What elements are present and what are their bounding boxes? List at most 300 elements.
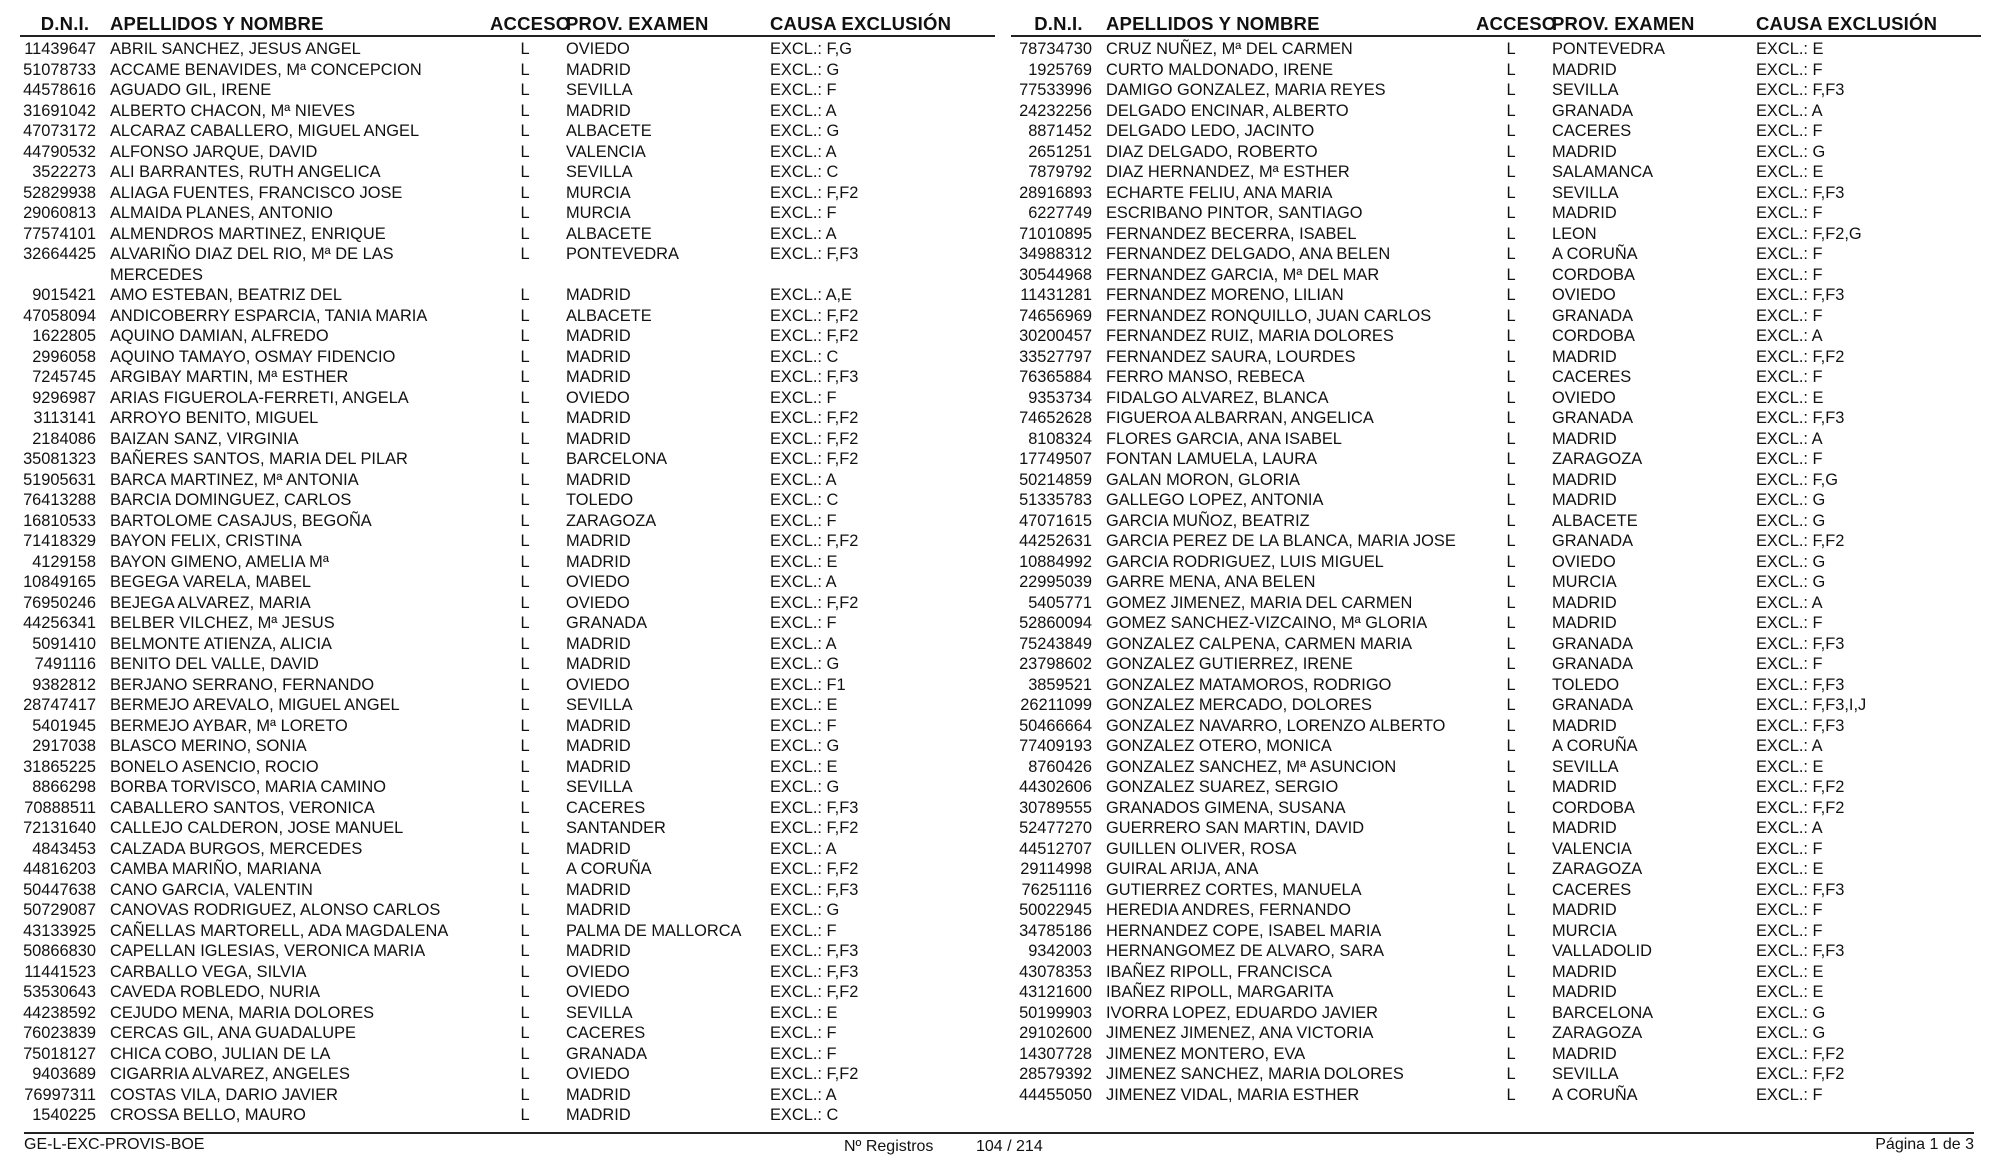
table-row	[20, 900, 995, 921]
cell-causa: EXCL.: G	[770, 655, 840, 673]
cell-prov: CACERES	[566, 1024, 646, 1042]
cell-acceso: L	[1506, 921, 1516, 940]
table-row	[1011, 982, 1981, 1003]
cell-dni: 50199903	[1019, 1003, 1092, 1022]
cell-acceso: L	[520, 470, 530, 489]
table-row	[1011, 162, 1981, 183]
cell-causa: EXCL.: G	[1756, 1024, 1826, 1042]
cell-nombre: GONZALEZ MATAMOROS, RODRIGO	[1106, 675, 1392, 694]
cell-prov: CACERES	[1552, 368, 1632, 386]
cell-dni: 23798602	[1019, 655, 1092, 673]
cell-dni: 5405771	[1028, 593, 1092, 612]
cell-acceso: L	[520, 286, 530, 304]
cell-causa: EXCL.: F	[1756, 60, 1823, 79]
table-row	[20, 1085, 995, 1106]
cell-prov: OVIEDO	[566, 983, 630, 1001]
cell-dni: 14307728	[1019, 1044, 1092, 1063]
left-rows	[20, 39, 995, 1126]
table-row	[1011, 859, 1981, 880]
cell-causa: EXCL.: A	[770, 839, 837, 858]
cell-prov: GRANADA	[1552, 532, 1634, 550]
cell-prov: ZARAGOZA	[1552, 1024, 1643, 1042]
cell-nombre: ARROYO BENITO, MIGUEL	[110, 409, 319, 427]
cell-nombre: DIAZ DELGADO, ROBERTO	[1106, 142, 1318, 161]
table-row	[1011, 470, 1981, 491]
cell-nombre: CERCAS GIL, ANA GUADALUPE	[110, 1024, 356, 1042]
table-row	[20, 470, 995, 491]
table-row	[20, 798, 995, 819]
cell-acceso: L	[520, 1003, 530, 1022]
cell-acceso: L	[520, 306, 530, 325]
cell-prov: SEVILLA	[1552, 757, 1619, 776]
cell-prov: CORDOBA	[1552, 798, 1635, 817]
cell-causa: EXCL.: F,F3	[770, 962, 859, 981]
cell-nombre: BARCA MARTINEZ, Mª ANTONIA	[110, 470, 359, 489]
cell-nombre: CROSSA BELLO, MAURO	[110, 1106, 306, 1124]
cell-dni: 16810533	[23, 511, 96, 530]
cell-causa: EXCL.: F	[1756, 655, 1823, 673]
cell-acceso: L	[1506, 552, 1516, 571]
cell-causa: EXCL.: F	[1756, 921, 1823, 940]
cell-prov: VALLADOLID	[1552, 942, 1652, 960]
table-row	[1011, 244, 1981, 265]
cell-nombre: CHICA COBO, JULIAN DE LA	[110, 1044, 331, 1063]
cell-nombre: ABRIL SANCHEZ, JESUS ANGEL	[110, 40, 361, 58]
cell-nombre: ALI BARRANTES, RUTH ANGELICA	[110, 163, 381, 181]
table-row	[1011, 941, 1981, 962]
table-row	[20, 367, 995, 388]
cell-nombre: FERNANDEZ MORENO, LILIAN	[1106, 286, 1344, 304]
table-row	[20, 695, 995, 716]
cell-dni: 32664425	[23, 245, 96, 263]
footer-registros-value: 104 / 214	[976, 1138, 1043, 1155]
cell-dni: 44578616	[23, 81, 96, 99]
cell-causa: EXCL.: F,F2	[770, 983, 859, 1001]
cell-acceso: L	[520, 142, 530, 161]
cell-prov: CACERES	[566, 798, 646, 817]
cell-prov: GRANADA	[1552, 409, 1634, 427]
cell-dni: 76950246	[23, 593, 96, 612]
table-row	[20, 675, 995, 696]
cell-nombre: GUIRAL ARIJA, ANA	[1106, 860, 1259, 878]
cell-dni: 9342003	[1028, 942, 1092, 960]
cell-causa: EXCL.: F	[770, 388, 837, 407]
table-row	[1011, 39, 1981, 60]
cell-causa: EXCL.: C	[770, 491, 839, 509]
table-row	[1011, 203, 1981, 224]
cell-acceso: L	[520, 40, 530, 58]
cell-prov: MADRID	[1552, 778, 1617, 796]
table-row	[1011, 962, 1981, 983]
cell-dni: 1925769	[1028, 60, 1092, 79]
cell-acceso: L	[520, 122, 530, 140]
cell-acceso: L	[1506, 901, 1516, 919]
table-row	[1011, 839, 1981, 860]
header-nombre: APELLIDOS Y NOMBRE	[110, 13, 324, 34]
cell-dni: 29102600	[1019, 1024, 1092, 1042]
cell-dni: 77409193	[1019, 737, 1092, 755]
cell-causa: EXCL.: G	[770, 778, 840, 796]
cell-causa: EXCL.: A	[1756, 429, 1823, 448]
left-column	[20, 10, 995, 1126]
cell-nombre: ALFONSO JARQUE, DAVID	[110, 142, 318, 161]
cell-causa: EXCL.: A	[770, 224, 837, 243]
cell-dni: 47058094	[23, 306, 96, 325]
cell-acceso: L	[520, 634, 530, 653]
cell-acceso: L	[1506, 757, 1516, 776]
cell-prov: SALAMANCA	[1552, 163, 1654, 181]
cell-dni: 50466664	[1019, 716, 1092, 735]
header-dni: D.N.I.	[40, 13, 90, 34]
cell-nombre: GONZALEZ SUAREZ, SERGIO	[1106, 778, 1339, 796]
cell-acceso: L	[1506, 327, 1516, 345]
table-row	[1011, 531, 1981, 552]
cell-nombre: CARBALLO VEGA, SILVIA	[110, 962, 307, 981]
cell-causa: EXCL.: F,F3	[1756, 675, 1845, 694]
cell-prov: MADRID	[1552, 614, 1617, 632]
cell-dni: 3522273	[32, 163, 96, 181]
cell-acceso: L	[1506, 470, 1516, 489]
cell-prov: OVIEDO	[566, 962, 630, 981]
cell-causa: EXCL.: F,F2	[770, 450, 859, 468]
cell-acceso: L	[1506, 245, 1516, 263]
cell-nombre: CABALLERO SANTOS, VERONICA	[110, 798, 375, 817]
cell-causa: EXCL.: A	[1756, 737, 1823, 755]
cell-prov: MADRID	[566, 409, 631, 427]
cell-prov: OVIEDO	[1552, 388, 1616, 407]
cell-nombre: BAYON FELIX, CRISTINA	[110, 532, 302, 550]
cell-dni: 33527797	[1019, 347, 1092, 366]
cell-dni: 74656969	[1019, 306, 1092, 325]
cell-dni: 2917038	[32, 737, 96, 755]
table-row	[20, 982, 995, 1003]
cell-acceso: L	[1506, 265, 1516, 284]
cell-acceso: L	[1506, 819, 1516, 837]
cell-nombre: BERMEJO AYBAR, Mª LORETO	[110, 716, 348, 735]
cell-dni: 6227749	[1028, 204, 1092, 222]
cell-dni: 44302606	[1019, 778, 1092, 796]
table-row	[20, 511, 995, 532]
header-prov: PROV. EXAMEN	[1552, 13, 1695, 34]
cell-nombre: BLASCO MERINO, SONIA	[110, 737, 307, 755]
cell-prov: MADRID	[566, 737, 631, 755]
cell-prov: GRANADA	[566, 1044, 648, 1063]
cell-nombre: AGUADO GIL, IRENE	[110, 81, 272, 99]
table-row	[1011, 1085, 1981, 1106]
cell-prov: SEVILLA	[1552, 183, 1619, 202]
cell-causa: EXCL.: F,F3	[1756, 634, 1845, 653]
table-row	[20, 634, 995, 655]
cell-nombre: CANOVAS RODRIGUEZ, ALONSO CARLOS	[110, 901, 441, 919]
cell-dni: 5401945	[32, 716, 96, 735]
cell-causa: EXCL.: F	[1756, 204, 1823, 222]
table-row	[1011, 880, 1981, 901]
cell-nombre: DELGADO LEDO, JACINTO	[1106, 122, 1315, 140]
cell-dni: 43133925	[23, 921, 96, 940]
cell-prov: VALENCIA	[1552, 839, 1632, 858]
cell-prov: ZARAGOZA	[1552, 450, 1643, 468]
cell-acceso: L	[1506, 347, 1516, 366]
cell-prov: ALBACETE	[566, 306, 652, 325]
cell-acceso: L	[520, 368, 530, 386]
cell-acceso: L	[520, 880, 530, 899]
cell-causa: EXCL.: F	[770, 204, 837, 222]
cell-prov: MADRID	[566, 552, 631, 571]
table-row	[1011, 449, 1981, 470]
table-row	[1011, 757, 1981, 778]
cell-prov: MADRID	[566, 634, 631, 653]
cell-dni: 24232256	[1019, 101, 1092, 120]
cell-dni: 44790532	[23, 142, 96, 161]
cell-causa: EXCL.: F,F3	[770, 245, 859, 263]
cell-acceso: L	[520, 204, 530, 222]
cell-causa: EXCL.: F	[770, 511, 837, 530]
cell-acceso: L	[520, 1024, 530, 1042]
header-acceso: ACCESO	[490, 13, 571, 34]
cell-dni: 77574101	[23, 224, 96, 243]
table-row	[20, 921, 995, 942]
cell-prov: MADRID	[566, 1106, 631, 1124]
cell-prov: MADRID	[1552, 819, 1617, 837]
cell-dni: 31865225	[23, 757, 96, 776]
cell-acceso: L	[1506, 163, 1516, 181]
table-row	[20, 449, 995, 470]
cell-prov: CORDOBA	[1552, 265, 1635, 284]
cell-prov: PONTEVEDRA	[566, 245, 679, 263]
cell-causa: EXCL.: F,F2	[770, 409, 859, 427]
cell-acceso: L	[1506, 1065, 1516, 1083]
cell-prov: ZARAGOZA	[1552, 860, 1643, 878]
cell-nombre: ALVARIÑO DIAZ DEL RIO, Mª DE LAS MERCEDES	[110, 245, 394, 284]
cell-dni: 78734730	[1019, 40, 1092, 58]
table-row	[20, 716, 995, 737]
header-causa: CAUSA EXCLUSIÓN	[770, 13, 952, 34]
cell-nombre: GONZALEZ CALPENA, CARMEN MARIA	[1106, 634, 1413, 653]
cell-dni: 17749507	[1019, 450, 1092, 468]
cell-nombre: ACCAME BENAVIDES, Mª CONCEPCION	[110, 60, 422, 79]
table-row	[20, 39, 995, 60]
cell-acceso: L	[520, 942, 530, 960]
cell-dni: 76997311	[24, 1085, 96, 1104]
cell-nombre: GUERRERO SAN MARTIN, DAVID	[1106, 819, 1365, 837]
cell-causa: EXCL.: F	[770, 716, 837, 735]
table-row	[20, 142, 995, 163]
cell-causa: EXCL.: F	[770, 614, 837, 632]
cell-prov: SEVILLA	[566, 778, 633, 796]
cell-causa: EXCL.: F,F3	[1756, 81, 1845, 99]
cell-acceso: L	[1506, 60, 1516, 79]
cell-acceso: L	[1506, 1044, 1516, 1063]
cell-nombre: GUTIERREZ CORTES, MANUELA	[1106, 880, 1362, 899]
cell-acceso: L	[520, 491, 530, 509]
cell-causa: EXCL.: C	[770, 347, 839, 366]
cell-dni: 8871452	[1028, 122, 1092, 140]
table-row	[20, 306, 995, 327]
cell-nombre: BONELO ASENCIO, ROCIO	[110, 757, 319, 776]
cell-causa: EXCL.: F,F2	[1756, 1065, 1845, 1083]
table-row	[1011, 429, 1981, 450]
cell-prov: MADRID	[1552, 347, 1617, 366]
cell-causa: EXCL.: F,F2	[770, 593, 859, 612]
cell-nombre: ALMAIDA PLANES, ANTONIO	[110, 204, 333, 222]
cell-acceso: L	[520, 532, 530, 550]
table-row	[20, 839, 995, 860]
cell-dni: 1622805	[32, 327, 96, 345]
cell-acceso: L	[520, 429, 530, 448]
header-prov: PROV. EXAMEN	[566, 13, 709, 34]
cell-acceso: L	[1506, 798, 1516, 817]
cell-acceso: L	[1506, 368, 1516, 386]
cell-causa: EXCL.: E	[1756, 163, 1824, 181]
cell-causa: EXCL.: F,F2	[770, 1065, 859, 1083]
right-column	[1011, 10, 1981, 1105]
cell-causa: EXCL.: F,F3	[770, 880, 859, 899]
cell-causa: EXCL.: F,F3	[1756, 286, 1845, 304]
cell-dni: 75018127	[23, 1044, 96, 1063]
cell-dni: 9382812	[32, 675, 96, 694]
cell-dni: 11441523	[24, 962, 96, 981]
cell-causa: EXCL.: F	[1756, 265, 1823, 284]
cell-causa: EXCL.: F,F2	[1756, 798, 1845, 817]
cell-acceso: L	[1506, 942, 1516, 960]
cell-nombre: GARRE MENA, ANA BELEN	[1106, 573, 1316, 591]
cell-dni: 34988312	[1019, 245, 1092, 263]
table-row	[1011, 142, 1981, 163]
table-row	[1011, 347, 1981, 368]
cell-dni: 3113141	[33, 409, 96, 427]
cell-acceso: L	[520, 901, 530, 919]
cell-acceso: L	[1506, 737, 1516, 755]
cell-causa: EXCL.: F,F3	[1756, 183, 1845, 202]
cell-prov: OVIEDO	[566, 40, 630, 58]
cell-prov: MADRID	[1552, 204, 1617, 222]
cell-nombre: GONZALEZ GUTIERREZ, IRENE	[1106, 655, 1353, 673]
cell-acceso: L	[1506, 142, 1516, 161]
cell-nombre: ARGIBAY MARTIN, Mª ESTHER	[110, 368, 349, 386]
cell-acceso: L	[520, 757, 530, 776]
cell-prov: CORDOBA	[1552, 327, 1635, 345]
cell-acceso: L	[1506, 532, 1516, 550]
table-row	[1011, 367, 1981, 388]
cell-prov: SEVILLA	[566, 163, 633, 181]
cell-prov: BARCELONA	[566, 450, 668, 468]
right-rows	[1011, 39, 1981, 1105]
cell-acceso: L	[520, 450, 530, 468]
cell-acceso: L	[1506, 183, 1516, 202]
cell-dni: 10849165	[23, 573, 96, 591]
cell-nombre: GONZALEZ OTERO, MONICA	[1106, 737, 1332, 755]
cell-nombre: DIAZ HERNANDEZ, Mª ESTHER	[1106, 163, 1350, 181]
cell-prov: MADRID	[566, 716, 631, 735]
table-row	[20, 1003, 995, 1024]
cell-nombre: JIMENEZ SANCHEZ, MARIA DOLORES	[1106, 1065, 1404, 1083]
cell-nombre: ARIAS FIGUEROLA-FERRETI, ANGELA	[110, 388, 409, 407]
table-row	[1011, 121, 1981, 142]
cell-prov: MADRID	[566, 347, 631, 366]
cell-dni: 30544968	[1019, 265, 1092, 284]
cell-causa: EXCL.: A	[770, 573, 837, 591]
cell-nombre: BORBA TORVISCO, MARIA CAMINO	[110, 778, 386, 796]
cell-dni: 5091410	[32, 634, 96, 653]
cell-nombre: JIMENEZ JIMENEZ, ANA VICTORIA	[1106, 1024, 1374, 1042]
footer-code: GE-L-EXC-PROVIS-BOE	[24, 1136, 205, 1153]
cell-prov: MURCIA	[566, 204, 631, 222]
cell-prov: MADRID	[566, 757, 631, 776]
cell-dni: 76365884	[1019, 368, 1092, 386]
cell-acceso: L	[520, 962, 530, 981]
cell-acceso: L	[520, 81, 530, 99]
cell-prov: SEVILLA	[566, 1003, 633, 1022]
cell-prov: TOLEDO	[1552, 675, 1620, 694]
cell-nombre: AQUINO TAMAYO, OSMAY FIDENCIO	[110, 347, 396, 366]
cell-prov: MADRID	[1552, 429, 1617, 448]
cell-dni: 9015421	[32, 286, 96, 304]
cell-acceso: L	[520, 245, 530, 263]
cell-acceso: L	[1506, 306, 1516, 325]
cell-prov: MADRID	[1552, 491, 1617, 509]
cell-nombre: AMO ESTEBAN, BEATRIZ DEL	[110, 286, 342, 304]
cell-prov: OVIEDO	[566, 388, 630, 407]
cell-dni: 70888511	[24, 798, 96, 817]
cell-prov: MADRID	[1552, 470, 1617, 489]
table-row	[20, 60, 995, 81]
table-row	[20, 162, 995, 183]
header-causa: CAUSA EXCLUSIÓN	[1756, 13, 1938, 34]
cell-dni: 44455050	[1019, 1085, 1092, 1104]
cell-causa: EXCL.: G	[1756, 511, 1826, 530]
cell-nombre: HEREDIA ANDRES, FERNANDO	[1106, 901, 1351, 919]
cell-causa: EXCL.: A	[1756, 819, 1823, 837]
cell-prov: MADRID	[1552, 716, 1617, 735]
cell-causa: EXCL.: E	[1756, 40, 1824, 58]
cell-nombre: GOMEZ JIMENEZ, MARIA DEL CARMEN	[1106, 593, 1413, 612]
cell-acceso: L	[520, 1085, 530, 1104]
cell-dni: 7491116	[34, 655, 96, 673]
cell-dni: 53530643	[23, 983, 96, 1001]
cell-dni: 26211099	[1020, 696, 1092, 714]
table-row	[20, 757, 995, 778]
cell-prov: SEVILLA	[566, 81, 633, 99]
cell-acceso: L	[1506, 1024, 1516, 1042]
cell-dni: 8866298	[32, 778, 96, 796]
cell-dni: 1540225	[32, 1106, 96, 1124]
cell-dni: 2184086	[32, 429, 96, 448]
table-row	[20, 880, 995, 901]
cell-acceso: L	[520, 327, 530, 345]
cell-causa: EXCL.: F	[1756, 614, 1823, 632]
cell-causa: EXCL.: A	[1756, 327, 1823, 345]
cell-nombre: ECHARTE FELIU, ANA MARIA	[1106, 183, 1333, 202]
cell-acceso: L	[1506, 614, 1516, 632]
cell-nombre: GONZALEZ NAVARRO, LORENZO ALBERTO	[1106, 716, 1446, 735]
cell-causa: EXCL.: E	[770, 696, 838, 714]
table-row	[20, 777, 995, 798]
cell-causa: EXCL.: A	[770, 470, 837, 489]
cell-dni: 30200457	[1019, 327, 1092, 345]
cell-nombre: BEJEGA ALVAREZ, MARIA	[110, 593, 311, 612]
table-row	[20, 490, 995, 511]
cell-nombre: FIDALGO ALVAREZ, BLANCA	[1106, 388, 1329, 407]
table-row	[1011, 265, 1981, 286]
cell-acceso: L	[520, 798, 530, 817]
cell-dni: 74652628	[1019, 409, 1092, 427]
table-row	[1011, 593, 1981, 614]
cell-causa: EXCL.: G	[1756, 1003, 1826, 1022]
table-row	[20, 552, 995, 573]
table-row	[1011, 777, 1981, 798]
cell-causa: EXCL.: A	[770, 101, 837, 120]
cell-dni: 22995039	[1019, 573, 1092, 591]
